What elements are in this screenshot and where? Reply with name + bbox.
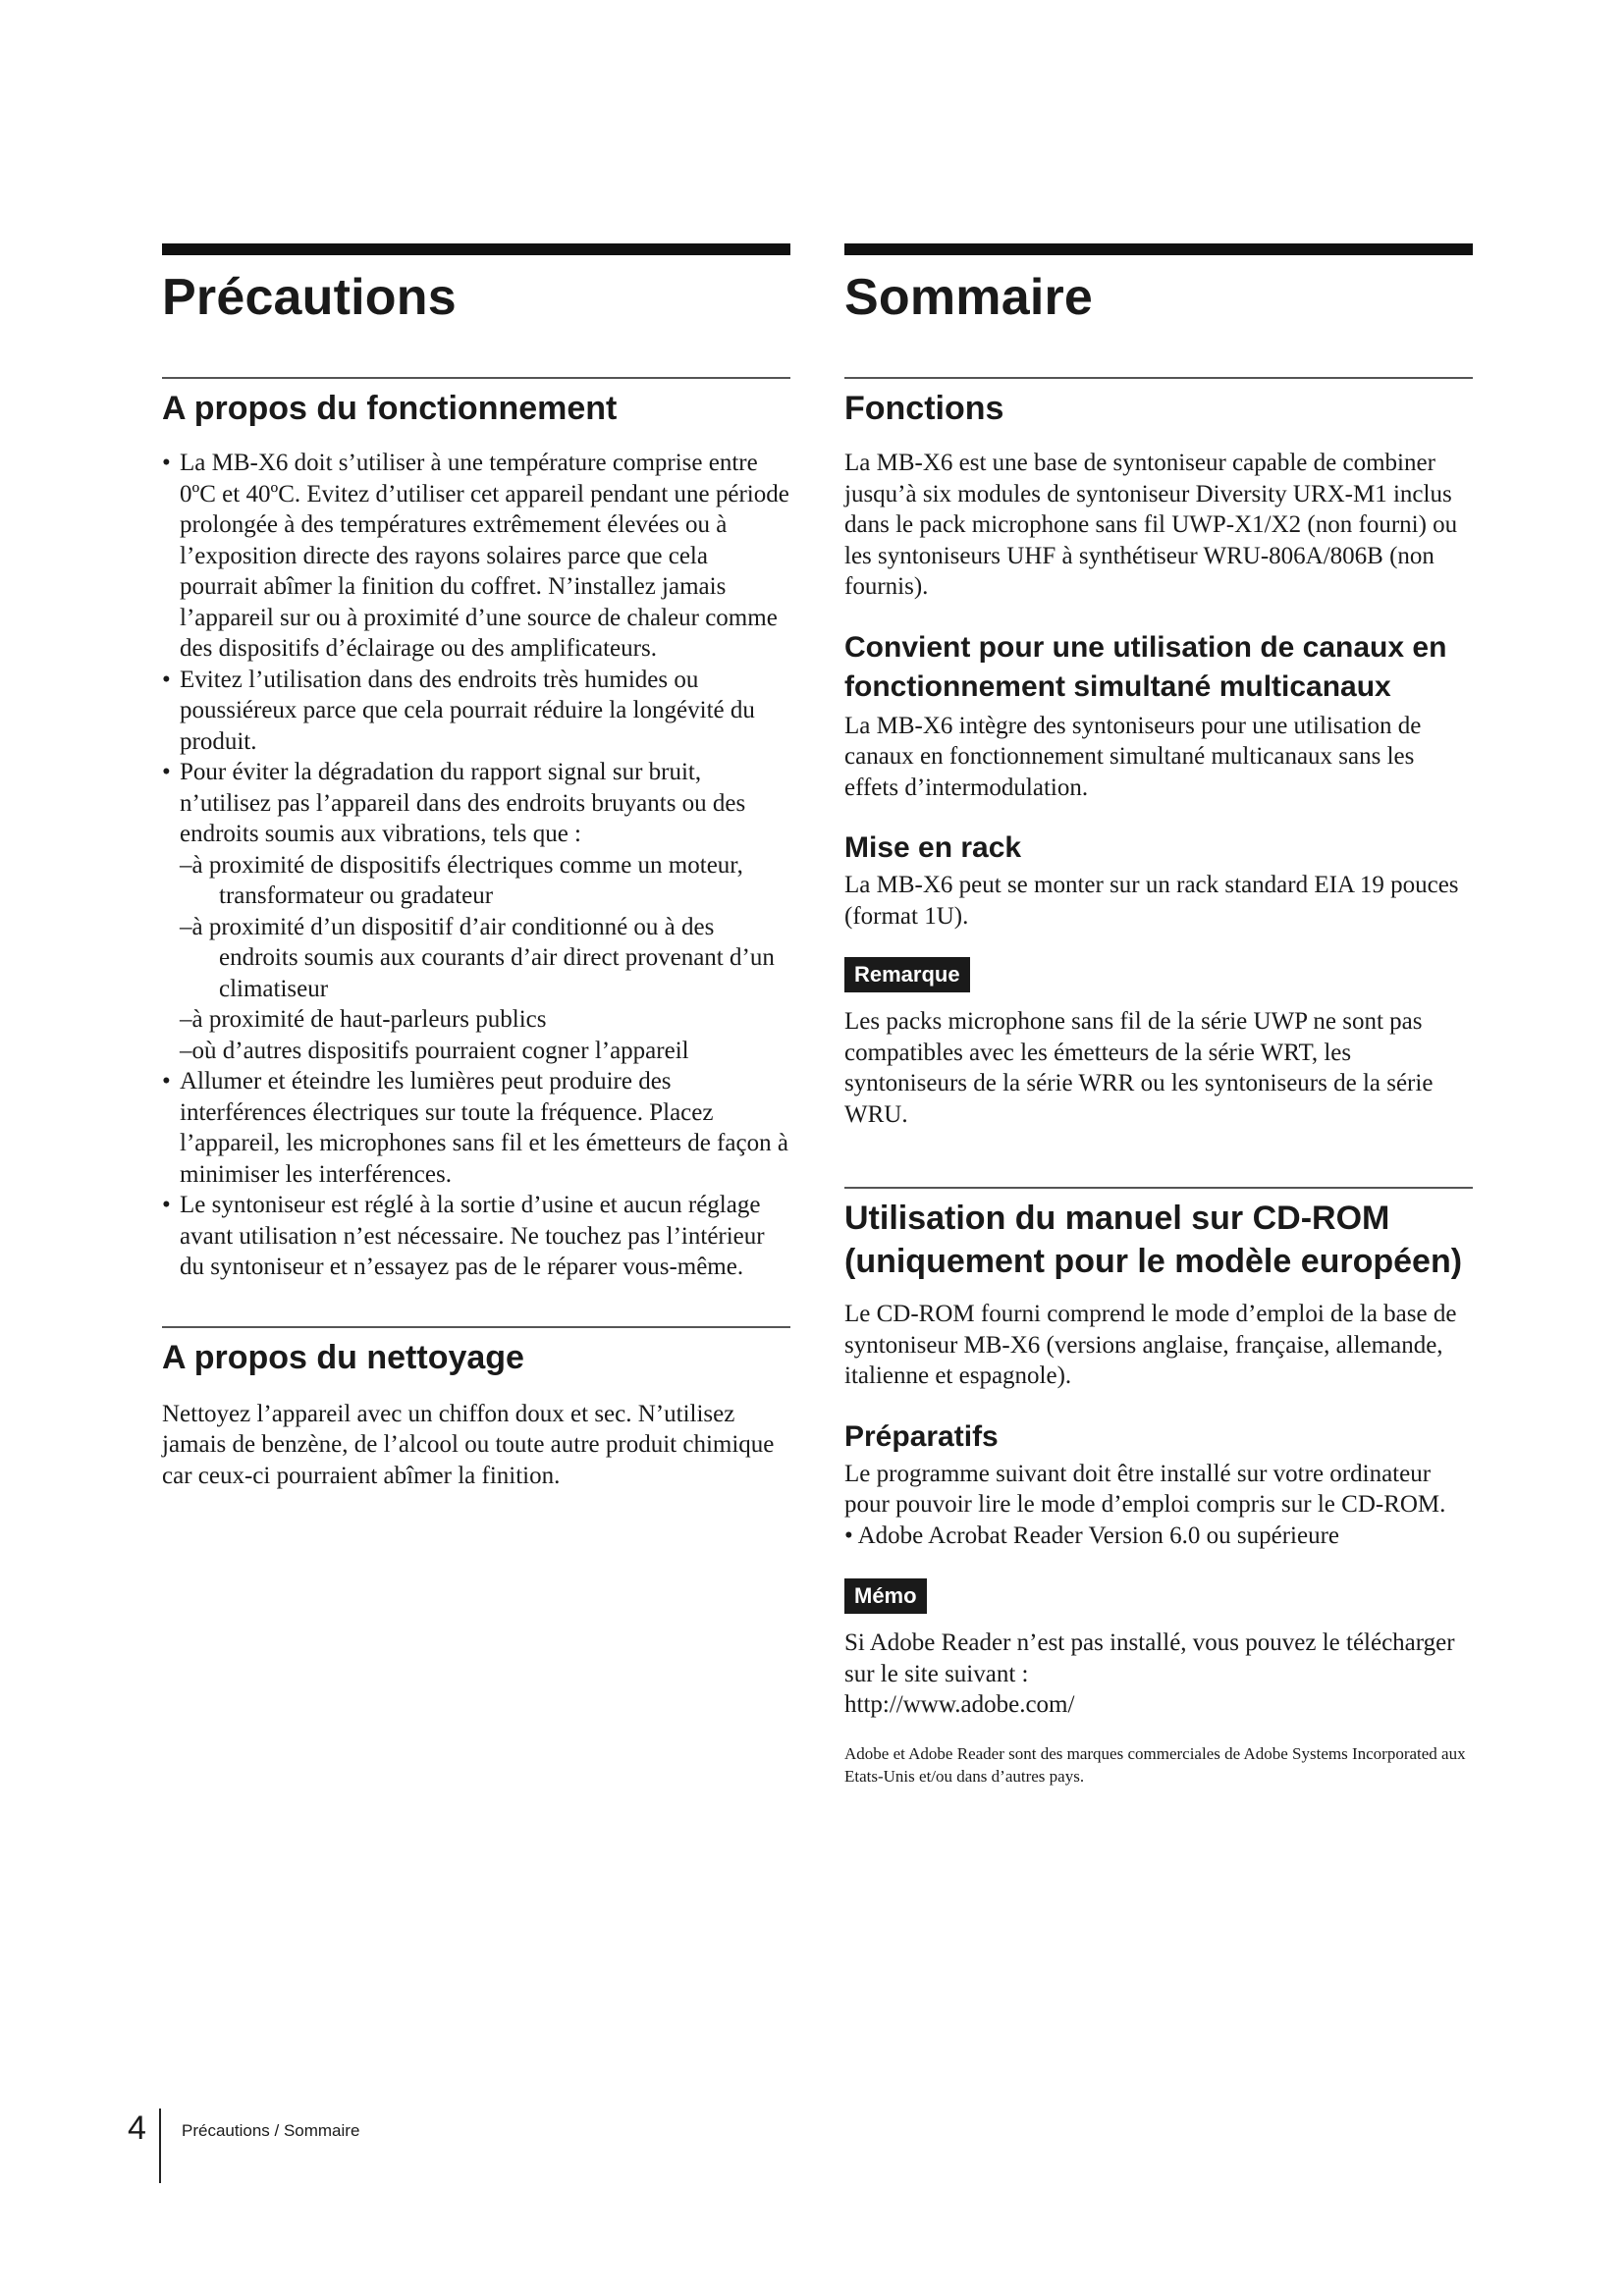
cdrom-text: Le CD-ROM fourni comprend le mode d’emploi de la base de syntoniseur MB-X6 (versions anglaise, française, allemande, italienne et espagnole). xyxy=(844,1301,1457,1389)
adobe-link[interactable]: http://www.adobe.com/ xyxy=(844,1691,1075,1718)
section-rule xyxy=(844,1187,1473,1189)
heading-functions: Fonctions xyxy=(844,390,1004,427)
dash-item: –à proximité de haut-parleurs publics xyxy=(180,1006,547,1033)
heading-operation: A propos du fonctionnement xyxy=(162,390,618,427)
section-rule xyxy=(162,1326,790,1328)
functions-text: La MB-X6 est une base de syntoniseur capable de combiner jusqu’à six modules de syntoniseur Diversity URX-M1 inclus dans le pack microphone sans fil UWP-X1/X2 (non fourni) ou les syntoniseurs UHF à synthétiseur WRU-806A/806B (non fournis). xyxy=(844,450,1458,600)
list-item: • Evitez l’utilisation dans des endroits très humides ou poussiéreux parce que cela pourrait réduire la longévité du produit. xyxy=(162,666,755,755)
list-item: • Allumer et éteindre les lumières peut produire des interférences électriques sur toute la fréquence. Placez l’appareil, les microphones sans fil et les émetteurs de façon à minimiser les interférences. xyxy=(162,1068,788,1188)
heading-rack: Mise en rack xyxy=(844,831,1022,864)
footer-section: Précautions / Sommaire xyxy=(182,2121,360,2140)
heading-preparatifs: Préparatifs xyxy=(844,1419,999,1453)
memo-text: Si Adobe Reader n’est pas installé, vous pouvez le télécharger sur le site suivant : xyxy=(844,1629,1455,1687)
dash-item: –où d’autres dispositifs pourraient cogner l’appareil xyxy=(180,1037,689,1064)
operation-list-continued xyxy=(162,1066,790,1283)
note-text: Les packs microphone sans fil de la série UWP ne sont pas compatibles avec les émetteurs de la série WRT, les syntoniseurs de la série WRR ou les syntoniseurs de la série WRU. xyxy=(844,1008,1434,1128)
operation-list xyxy=(162,448,790,850)
heading-cleaning: A propos du nettoyage xyxy=(162,1338,524,1376)
cleaning-text: Nettoyez l’appareil avec un chiffon doux et sec. N’utilisez jamais de benzène, de l’alcool ou toute autre produit chimique car ceux-ci pourraient abîmer la finition. xyxy=(162,1400,775,1489)
page-title-precautions: Précautions xyxy=(162,269,457,326)
heading-cdrom: Utilisation du manuel sur CD-ROM (uniquement pour le modèle européen) xyxy=(844,1200,1463,1280)
dash-item: –à proximité de dispositifs électriques comme un moteur, transformateur ou gradateur xyxy=(180,851,743,909)
list-item: • La MB-X6 doit s’utiliser à une température comprise entre 0ºC et 40ºC. Evitez d’utiliser cet appareil pendant une période prolongée à des températures extrêmement élevées ou à l’exposition directe des rayons solaires parce que cela pourrait abîmer la finition du coffret. N’installez jamais l’appareil sur ou à proximité d’une source de chaleur comme des dispositifs d’éclairage ou des amplificateurs. xyxy=(162,450,789,662)
page-number: 4 xyxy=(128,2109,146,2147)
section-rule xyxy=(844,377,1473,379)
section-rule xyxy=(162,377,790,379)
right-column xyxy=(844,243,1473,1788)
left-column xyxy=(162,243,790,1491)
list-item: • Pour éviter la dégradation du rapport signal sur bruit, n’utilisez pas l’appareil dans des endroits bruyants ou des endroits soumis aux vibrations, tels que : xyxy=(162,759,746,847)
dash-list xyxy=(180,850,790,1067)
note-badge: Remarque xyxy=(844,957,970,992)
title-bar xyxy=(162,243,790,255)
dash-item: –à proximité d’un dispositif d’air conditionné ou à des endroits soumis aux courants d’air direct provenant d’un climatiseur xyxy=(180,913,775,1002)
prep-bullet: • Adobe Acrobat Reader Version 6.0 ou supérieure xyxy=(844,1522,1339,1549)
multichannel-text: La MB-X6 intègre des syntoniseurs pour une utilisation de canaux en fonctionnement simultané multicanaux sans les effets d’intermodulation. xyxy=(844,712,1422,801)
page-title-sommaire: Sommaire xyxy=(844,269,1094,326)
memo-badge: Mémo xyxy=(844,1578,927,1614)
title-bar xyxy=(844,243,1473,255)
heading-multichannel: Convient pour une utilisation de canaux en fonctionnement simultané multicanaux xyxy=(844,630,1447,703)
rack-text: La MB-X6 peut se monter sur un rack standard EIA 19 pouces (format 1U). xyxy=(844,872,1459,930)
trademark-note: Adobe et Adobe Reader sont des marques commerciales de Adobe Systems Incorporated aux Etats-Unis et/ou dans d’autres pays. xyxy=(844,1743,1466,1786)
prep-text: Le programme suivant doit être installé sur votre ordinateur pour pouvoir lire le mode d’emploi compris sur le CD-ROM. xyxy=(844,1460,1446,1518)
footer-divider xyxy=(159,2109,161,2183)
list-item: • Le syntoniseur est réglé à la sortie d’usine et aucun réglage avant utilisation n’est nécessaire. Ne touchez pas l’intérieur du syntoniseur et n’essayez pas de le réparer vous-même. xyxy=(162,1192,765,1280)
